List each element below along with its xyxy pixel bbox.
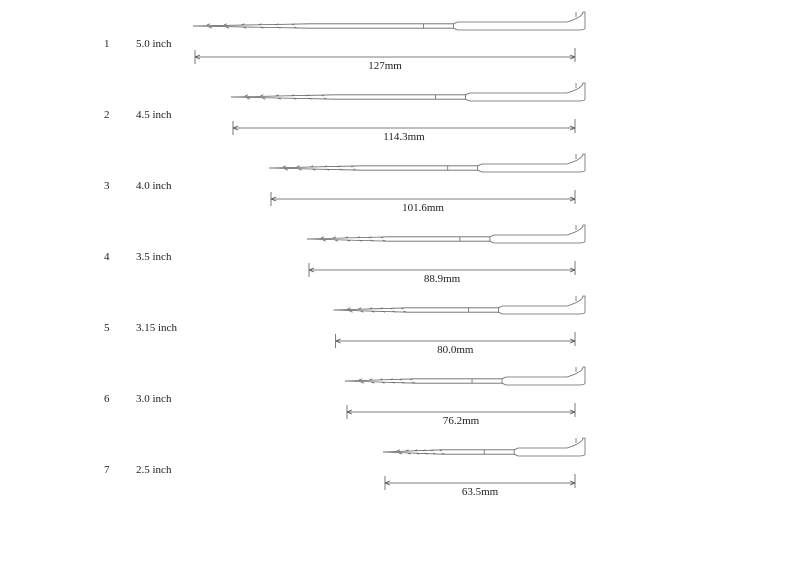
needle-upper-edge <box>307 235 567 239</box>
needle-lower-edge <box>334 310 567 314</box>
dimension-label: 127mm <box>368 60 402 72</box>
needle-lower-edge <box>231 97 567 101</box>
needle-lower-edge <box>345 381 567 385</box>
felting-needle <box>269 154 585 172</box>
needle-size-label: 4.5 inch <box>136 109 172 121</box>
needle-barb <box>285 169 288 170</box>
needle-barb <box>321 237 324 238</box>
needle-barb <box>397 450 400 451</box>
dimension-label: 63.5mm <box>461 486 499 498</box>
needle-index-label: 6 <box>104 393 110 405</box>
needle-upper-edge <box>383 448 567 452</box>
needle-row-6 <box>104 367 585 427</box>
dimension-label: 114.3mm <box>383 131 425 143</box>
needle-barb <box>323 240 326 241</box>
needle-row-5 <box>104 296 585 356</box>
felting-needle <box>307 225 585 243</box>
needle-index-label: 3 <box>104 180 110 192</box>
needle-barb <box>307 95 310 96</box>
needle-size-label: 2.5 inch <box>136 464 172 476</box>
needle-barb <box>425 453 428 454</box>
needle-barb <box>283 166 286 167</box>
needle-row-7 <box>104 438 585 498</box>
needle-barb <box>207 24 210 25</box>
felting-needle <box>334 296 585 314</box>
dimension-label: 80.0mm <box>437 344 474 356</box>
needle-barb <box>245 95 248 96</box>
needle-lower-edge <box>307 239 567 243</box>
needle-row-1 <box>104 12 585 72</box>
felting-needle <box>383 438 585 456</box>
needle-index-label: 1 <box>104 38 110 50</box>
needle-barb <box>275 24 278 25</box>
needle-size-label: 3.0 inch <box>136 393 172 405</box>
felting-needle <box>193 12 585 30</box>
needle-barb <box>260 95 263 96</box>
needle-index-label: 5 <box>104 322 110 334</box>
needle-barb <box>277 27 280 28</box>
needle-upper-edge <box>193 22 567 26</box>
needle-row-3 <box>104 154 585 214</box>
needle-barb <box>348 308 351 309</box>
needle-index-label: 7 <box>104 464 110 476</box>
needle-upper-edge <box>269 164 567 168</box>
needle-index-label: 4 <box>104 251 110 263</box>
needle-barb <box>209 27 212 28</box>
needle-upper-edge <box>231 93 567 97</box>
needle-size-label: 5.0 inch <box>136 38 172 50</box>
needle-barb <box>333 237 336 238</box>
needle-lower-edge <box>193 26 567 30</box>
needle-size-label: 3.15 inch <box>136 322 177 334</box>
needle-row-4 <box>104 225 585 285</box>
felting-needle <box>345 367 585 385</box>
needle-size-label: 4.0 inch <box>136 180 172 192</box>
needle-index-label: 2 <box>104 109 110 121</box>
dimension-label: 88.9mm <box>423 273 461 285</box>
needle-barb <box>224 24 227 25</box>
needle-barb <box>359 379 362 380</box>
needle-barb <box>247 98 250 99</box>
needle-barb <box>297 166 300 167</box>
needle-upper-edge <box>334 306 567 310</box>
needle-barb <box>350 311 353 312</box>
needle-barb <box>262 98 265 99</box>
needle-barb <box>299 169 302 170</box>
dimension-label: 101.6mm <box>402 202 444 214</box>
needle-size-label: 3.5 inch <box>136 251 172 263</box>
needle-lower-edge <box>269 168 567 172</box>
needle-barb <box>226 27 229 28</box>
needle-row-2 <box>104 83 585 143</box>
needle-barb <box>399 453 402 454</box>
dimension-label: 76.2mm <box>442 415 480 427</box>
needle-barb <box>361 382 364 383</box>
felting-needle <box>231 83 585 101</box>
needle-upper-edge <box>345 377 567 381</box>
